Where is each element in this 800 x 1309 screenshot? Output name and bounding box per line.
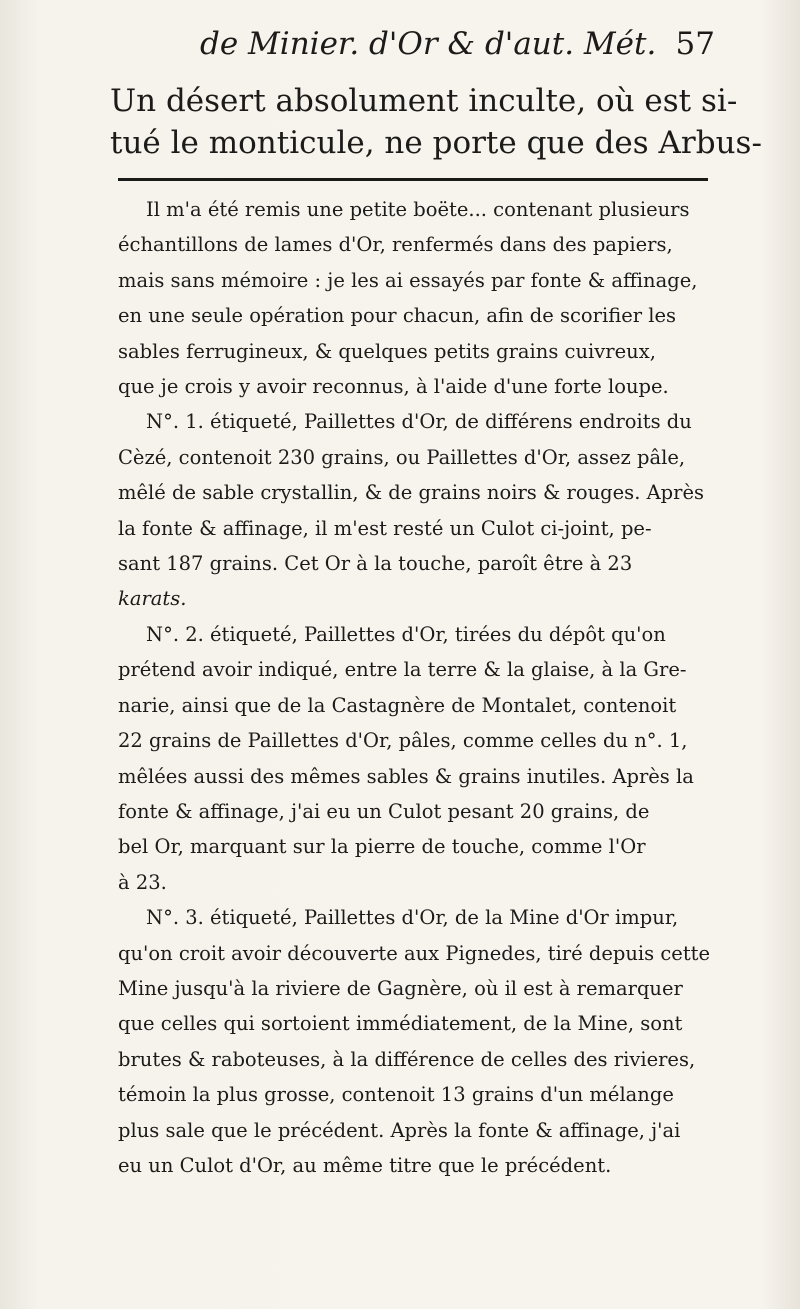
footnote-line: N°. 3. étiqueté, Paillettes d'Or, de la Mine d'Or impur, bbox=[146, 906, 679, 930]
footnote-line: karats. bbox=[118, 587, 187, 611]
running-head bbox=[200, 26, 715, 70]
footnote-line: narie, ainsi que de la Castagnère de Montalet, contenoit bbox=[118, 693, 677, 717]
footnote-line: Mine jusqu'à la riviere de Gagnère, où il est à remarquer bbox=[118, 976, 683, 1000]
footnote-line: que celles qui sortoient immédiatement, de la Mine, sont bbox=[118, 1012, 683, 1036]
footnote-line: brutes & raboteuses, à la différence de celles des rivieres, bbox=[118, 1047, 696, 1071]
main-text-line: tué le monticule, ne porte que des Arbus- bbox=[110, 125, 762, 161]
footnote-line: prétend avoir indiqué, entre la terre & la glaise, à la Gre- bbox=[118, 658, 687, 682]
footnote-line: échantillons de lames d'Or, renfermés dans des papiers, bbox=[118, 233, 673, 257]
footnote-line: eu un Culot d'Or, au même titre que le précédent. bbox=[118, 1153, 612, 1177]
footnote-line: la fonte & affinage, il m'est resté un Culot ci-joint, pe- bbox=[118, 516, 652, 540]
footnote-line: qu'on croit avoir découverte aux Pignedes, tiré depuis cette bbox=[118, 941, 711, 965]
footnote-line: mais sans mémoire : je les ai essayés par fonte & affinage, bbox=[118, 268, 698, 292]
footnote-line: mêlé de sable crystallin, & de grains noirs & rouges. Après bbox=[118, 481, 705, 505]
footnote-line: sables ferrugineux, & quelques petits grains cuivreux, bbox=[118, 339, 656, 363]
footnote-line: mêlées aussi des mêmes sables & grains inutiles. Après la bbox=[118, 764, 694, 788]
footnote-line: fonte & affinage, j'ai eu un Culot pesant 20 grains, de bbox=[118, 799, 650, 823]
footnote-line: à 23. bbox=[118, 870, 167, 894]
footnote-line: témoin la plus grosse, contenoit 13 grains d'un mélange bbox=[118, 1083, 674, 1107]
main-text-line: Un désert absolument inculte, où est si- bbox=[110, 83, 738, 119]
footnote-line: 22 grains de Paillettes d'Or, pâles, comme celles du n°. 1, bbox=[118, 729, 688, 753]
footnote-line: bel Or, marquant sur la pierre de touche, comme l'Or bbox=[118, 835, 646, 859]
footnote-line: sant 187 grains. Cet Or à la touche, paroît être à 23 bbox=[118, 552, 633, 576]
page-number: 57 bbox=[675, 26, 715, 62]
footnote-line: N°. 1. étiqueté, Paillettes d'Or, de différens endroits du bbox=[146, 410, 692, 434]
footnote-line: en une seule opération pour chacun, afin de scorifier les bbox=[118, 304, 677, 328]
footnote-line: N°. 2. étiqueté, Paillettes d'Or, tirées du dépôt qu'on bbox=[146, 622, 666, 646]
footnote-line: que je crois y avoir reconnus, à l'aide d'une forte loupe. bbox=[118, 375, 669, 399]
footnote-line: plus sale que le précédent. Après la fonte & affinage, j'ai bbox=[118, 1118, 681, 1142]
footnote-line: Cèzé, contenoit 230 grains, ou Paillettes d'Or, assez pâle, bbox=[118, 445, 686, 469]
main-text bbox=[110, 80, 762, 164]
running-head-title: de Minier. d'Or & d'aut. Mét. bbox=[200, 26, 657, 62]
footnote bbox=[118, 192, 711, 1183]
footnote-line: Il m'a été remis une petite boëte... contenant plusieurs bbox=[146, 198, 690, 221]
footnote-separator-rule bbox=[118, 178, 708, 181]
